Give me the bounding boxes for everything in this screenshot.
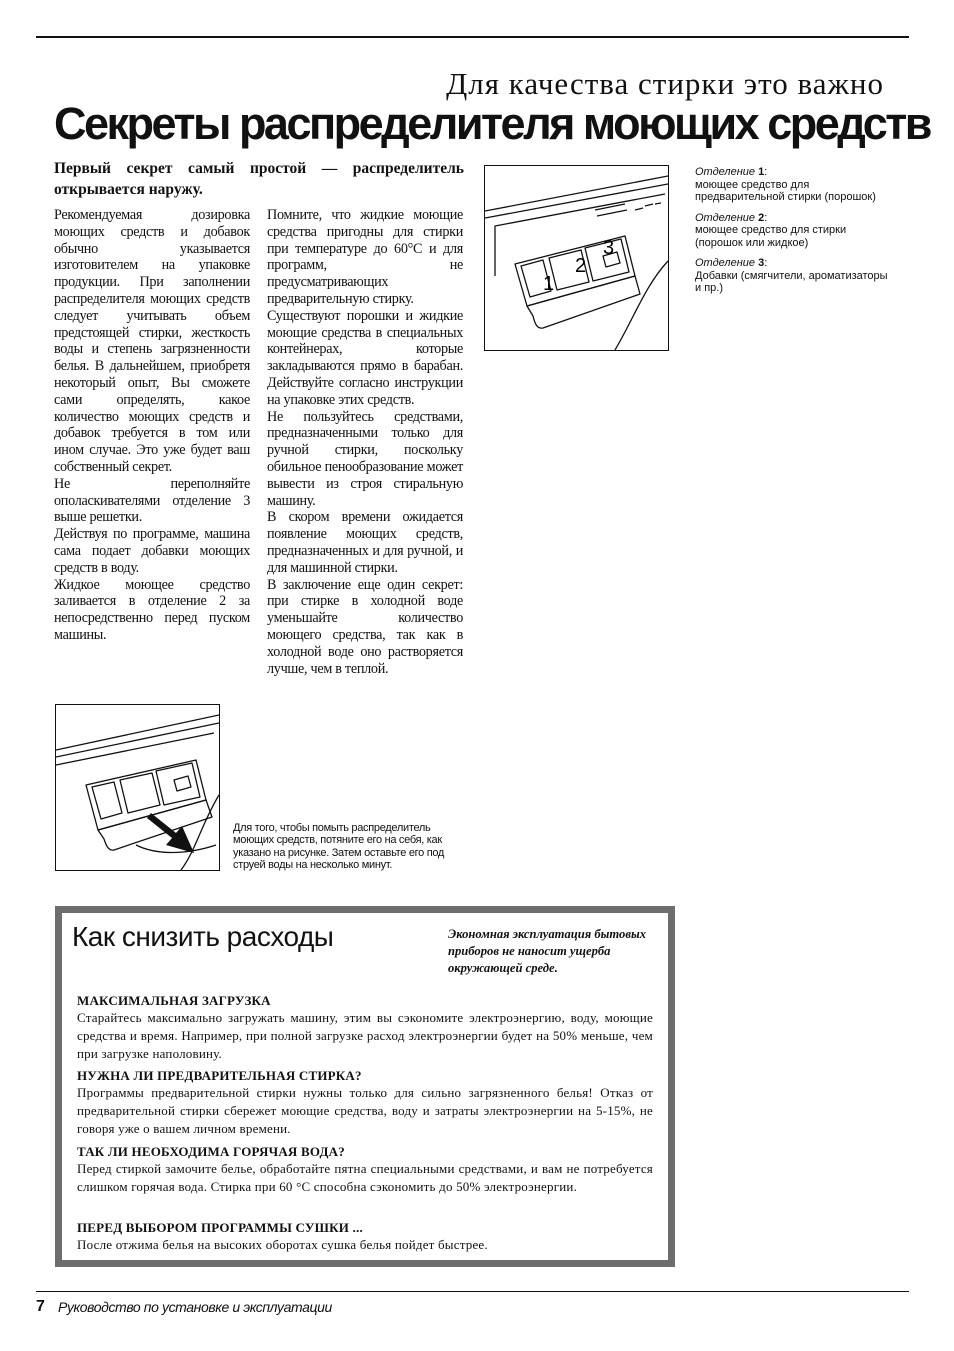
legend-item: Отделение 1: моющее средство для предварительной стирки (порошок) xyxy=(695,166,876,203)
lead-paragraph: Первый секрет самый простой — распределитель открывается наружу. xyxy=(54,160,464,198)
compartment-label-1: 1 xyxy=(543,273,555,295)
section-heading: МАКСИМАЛЬНАЯ ЗАГРУЗКА xyxy=(77,993,271,1008)
paragraph: Действуя по программе, машина сама подает добавки моющих средств в воду. xyxy=(54,526,250,576)
legend-item: Отделение 2: моющее средство для стирки (порошок или жидкое) xyxy=(695,211,847,249)
savings-section xyxy=(77,1067,653,1138)
paragraph: В заключение еще один секрет: при стирке в холодной воде уменьшайте количество моющего средства, так как в холодной воде оно растворяется лучше, чем в теплой. xyxy=(267,576,463,677)
paragraph: Рекомендуемая дозировка моющих средств и добавок обычно указывается изготовителем на упаковке продукции. При заполнении распределителя моющих средств следует учитывать объем предстоящей стирки, жесткость воды и степень загрязненности белья. В дальнейшем, приобретя некоторый опыт, Вы сможете сами определять, какое количество моющих средств и добавок требуется в том или ином случае. Это уже будет ваш собственный секрет. xyxy=(54,207,250,475)
text-column-left xyxy=(54,207,250,644)
legend-desc: Добавки (смягчители, ароматизаторы и пр.) xyxy=(695,269,888,294)
figure-caption: Для того, чтобы помыть распределитель моющих средств, потяните его на себя, как указано на рисунке. Затем оставьте его под струей воды на несколько минут. xyxy=(233,822,445,871)
section-body: После отжима белья на высоких оборотах сушка белья пойдет быстрее. xyxy=(77,1237,488,1252)
legend-item: Отделение 3: Добавки (смягчители, ароматизаторы и пр.) xyxy=(695,257,888,294)
compartment-legend xyxy=(695,166,895,303)
savings-section xyxy=(77,992,653,1063)
page-number: 7 xyxy=(36,1298,45,1315)
paragraph: Жидкое моющее средство заливается в отделение 2 за непосредственно перед пуском машины. xyxy=(54,576,250,643)
legend-desc: моющее средство для предварительной стирки (порошок) xyxy=(695,178,876,203)
legend-number: 2 xyxy=(758,211,765,224)
paragraph: Не пользуйтесь средствами, предназначенными только для ручной стирки, поскольку обильное пенообразование может вывести из строя стиральную машину. xyxy=(267,408,463,509)
legend-number: 1 xyxy=(758,166,765,178)
paragraph: В скором времени ожидается появление моющих средств, предназначенных и для ручной, и для машинной стирки. xyxy=(267,509,463,576)
section-kicker: Для качества стирки это важно xyxy=(446,66,884,101)
section-body: Старайтесь максимально загружать машину, этим вы сэкономите электроэнергию, воду, моющие средства и время. Например, при полной загрузке расход электроэнергии будет на 50% меньше, чем при загрузке наполовину. xyxy=(77,1010,653,1061)
page-title: Секреты распределителя моющих средств xyxy=(54,98,930,149)
savings-title: Как снизить расходы xyxy=(72,921,334,952)
section-heading: ПЕРЕД ВЫБОРОМ ПРОГРАММЫ СУШКИ ... xyxy=(77,1220,363,1235)
paragraph: Помните, что жидкие моющие средства пригодны для стирки при температуре до 60°С и для программ, не предусматривающих предварительную стирку. xyxy=(267,207,463,307)
dispenser-drawing xyxy=(485,166,668,350)
section-heading: НУЖНА ЛИ ПРЕДВАРИТЕЛЬНАЯ СТИРКА? xyxy=(77,1068,362,1083)
paragraph: Существуют порошки и жидкие моющие средства в специальных контейнерах, которые закладываются прямо в барабан. Действуйте согласно инструкции на упаковке этих средств. xyxy=(267,307,463,408)
savings-section xyxy=(77,1143,653,1196)
dispenser-removal-figure xyxy=(55,704,220,871)
footer-rule xyxy=(36,1291,909,1292)
top-rule xyxy=(36,36,909,38)
section-body: Программы предварительной стирки нужны только для сильно загрязненного белья! Отказ от предварительной стирки сбережет моющие средства, воду и затраты электроэнергии на 5-15%, не говоря уже о вашем личном времени. xyxy=(77,1085,653,1136)
section-body: Перед стиркой замочите белье, обработайте пятна специальными средствами, и вам не потребуется слишком горячая вода. Стирка при 60 °С способна сэкономить до 50% электроэнергии. xyxy=(77,1161,653,1194)
compartment-label-3: 3 xyxy=(603,237,615,259)
dispenser-figure xyxy=(484,165,669,351)
legend-label: Отделение xyxy=(695,211,756,224)
text-column-right xyxy=(267,207,463,677)
legend-desc: моющее средство для стирки (порошок или жидкое) xyxy=(695,224,847,249)
legend-number: 3 xyxy=(758,257,765,269)
savings-box xyxy=(55,906,675,1267)
legend-label: Отделение xyxy=(695,166,756,178)
section-heading: ТАК ЛИ НЕОБХОДИМА ГОРЯЧАЯ ВОДА? xyxy=(77,1144,345,1159)
savings-note: Экономная эксплуатация бытовых приборов не наносит ущерба окружающей среде. xyxy=(448,927,647,975)
savings-section xyxy=(77,1219,653,1254)
legend-label: Отделение xyxy=(695,257,756,269)
footer-title: Руководство по установке и эксплуатации xyxy=(58,1299,332,1315)
paragraph: Не переполняйте ополаскивателями отделение 3 выше решетки. xyxy=(54,475,250,526)
dispenser-removal-drawing xyxy=(56,705,219,870)
compartment-label-2: 2 xyxy=(575,255,587,277)
pull-arrow-icon xyxy=(147,813,194,853)
